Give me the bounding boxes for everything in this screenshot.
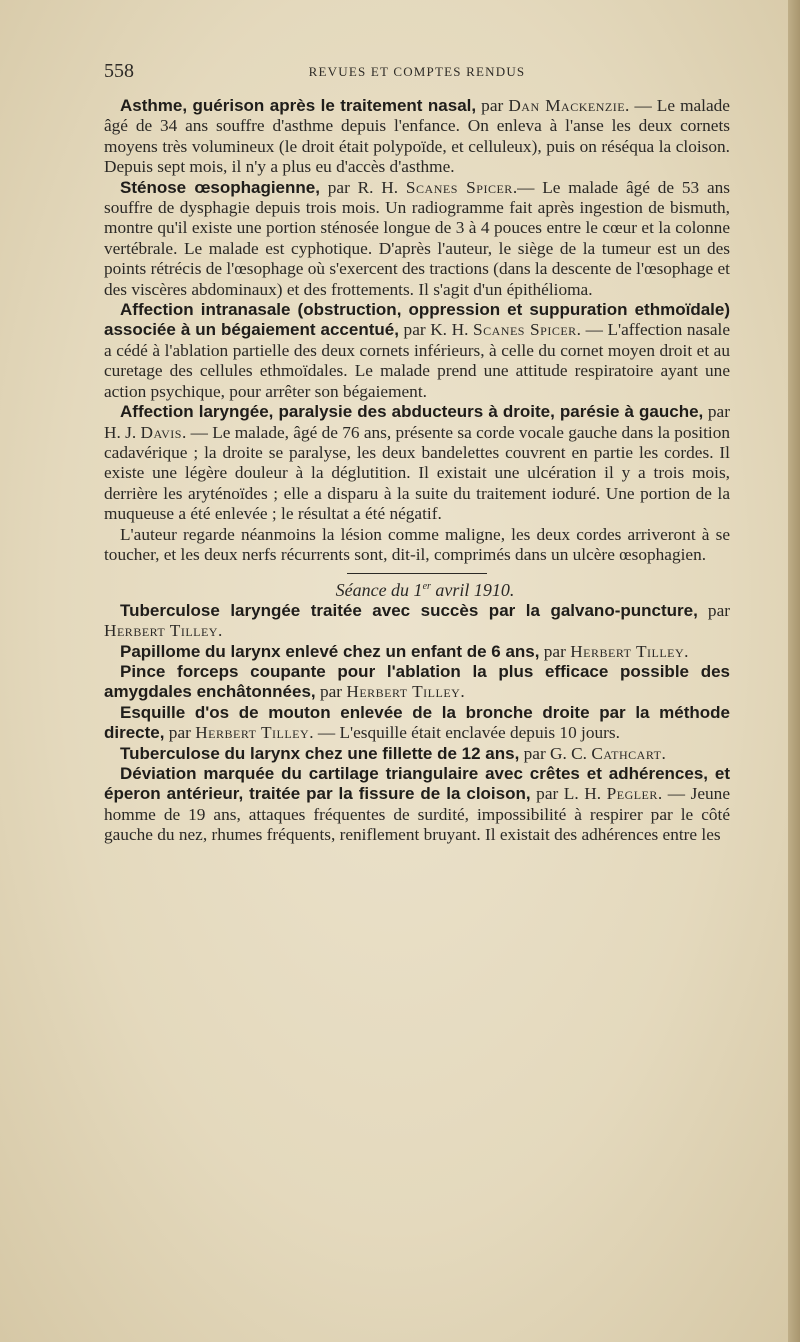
author-name: Herbert Tilley [570, 641, 685, 661]
author-prefix: par [539, 641, 571, 661]
entry-affection-laryngee [104, 402, 730, 524]
entry-pince-forceps [104, 662, 730, 703]
entry-title: Esquille d'os de mouton enlevée de la bronche droite par la méthode directe, [104, 702, 730, 743]
entry-title: Affection intranasale (obstruction, oppression et suppuration ethmoïdale) associée à un bégaiement accentué, [104, 300, 730, 340]
author-suffix: . [309, 723, 314, 743]
entry-title: Affection laryngée, paralysie des abducteurs à droite, parésie à gauche, [120, 402, 704, 422]
author-suffix: . [576, 320, 581, 340]
continuation-paragraph: L'auteur regarde néanmoins la lésion comme maligne, les deux cordes arriveront à se toucher, et les deux nerfs récurrents sont, dit-il, comprimés dans un ulcère œsophagien. [104, 524, 730, 564]
author-prefix: par [476, 96, 509, 115]
entry-stenose [104, 178, 730, 300]
session-suffix: avril 1910. [430, 580, 515, 601]
author-name: Cathcart [591, 743, 662, 763]
author-suffix: . [217, 621, 223, 641]
running-head: REVUES ET COMPTES RENDUS [308, 64, 526, 79]
author-suffix: . [625, 96, 630, 115]
entry-title: Déviation marquée du cartilage triangulaire avec crêtes et adhérences, et éperon antérieur, traitée par la fissure de la cloison, [104, 764, 730, 804]
entry-title: Pince forceps coupante pour l'ablation la plus efficace possible des amygdales enchâtonnées, [104, 661, 730, 702]
author-prefix: par G. C. [519, 743, 592, 763]
entry-tuberculose-fillette [104, 744, 730, 764]
author-name: Scanes Spicer [473, 320, 577, 340]
entry-title: Asthme, guérison après le traitement nasal, [120, 96, 477, 115]
entry-text: — L'esquille était enclavée depuis 10 jours. [313, 723, 620, 743]
entry-deviation [104, 764, 730, 846]
page-header [104, 60, 730, 86]
entry-title: Tuberculose du larynx chez une fillette de 12 ans, [120, 743, 520, 763]
entry-title: Sténose œsophagienne, [120, 177, 320, 197]
author-suffix: . [661, 743, 666, 763]
author-prefix: par L. H. [530, 784, 607, 804]
entry-text: — Le malade âgé de 53 ans souffre de dysphagie depuis trois mois. Un radiogramme fait après ingestion de bismuth, montre qu'il existe une portion sténosée longue de 3 à 4 pouces entre le cœur et la colonne vertébrale. Le malade est cyphotique. D'après l'auteur, le siège de la tumeur est un des points rétrécis de l'œsophage où s'exercent des tractions (dans la descente de l'œsophage et des viscères abdominaux) et des frottements. Il s'agit d'un épithélioma. [104, 177, 731, 299]
author-name: Pegler [606, 784, 658, 804]
session-prefix: Séance du 1 [335, 580, 423, 601]
author-prefix: par H. J. [104, 402, 730, 442]
author-prefix: par [164, 723, 196, 743]
section-rule [347, 573, 487, 574]
article-body [104, 96, 730, 846]
entry-text: — Le malade, âgé de 76 ans, présente sa corde vocale gauche dans la position cadavérique ; la droite se paralyse, les deux bandelettes couvrent en partie les cordes. Il existe une légère douleur à la déglutition. Il existait une ulcération il y a trois mois, derrière les aryténoïdes ; elle a disparu à la suite du traitement ioduré. Une portion de la muqueuse a été enlevée ; le résultat a été négatif. [104, 422, 730, 524]
entry-asthme [104, 96, 730, 178]
author-name: Herbert Tilley [195, 723, 310, 743]
entry-esquille [104, 703, 730, 744]
author-prefix: par [315, 682, 347, 702]
author-suffix: . [684, 641, 689, 661]
entry-tuberculose-galvano [104, 601, 730, 642]
entry-text: — L'affection nasale a cédé à l'ablation partielle des deux cornets inférieurs, à celle du cornet moyen droit et au curetage des cellules ethmoïdales. Le malade prend une attitude respiratoire ayant une action psychique, pour arrêter son bégaiement. [104, 320, 731, 401]
author-name: Herbert Tilley [104, 621, 218, 641]
entry-affection-intranasale [104, 300, 730, 402]
page-edge-shadow [788, 0, 800, 1342]
author-name: Davis [140, 422, 182, 442]
author-prefix: par R. H. [319, 177, 406, 197]
author-suffix: . [460, 682, 465, 702]
entry-papillome [104, 642, 730, 662]
session-heading [104, 580, 730, 600]
author-suffix: . [512, 177, 518, 197]
author-name: Herbert Tilley [346, 682, 461, 702]
session-superscript: er [422, 581, 431, 593]
page-number: 558 [104, 60, 134, 82]
author-name: Scanes Spicer [405, 177, 513, 197]
author-suffix: . [657, 784, 663, 804]
entry-text: — Jeune homme de 19 ans, attaques fréquentes de surdité, impossibilité à respirer par le côté gauche du nez, rhumes fréquents, reniflement bruyant. Il existait des adhérences entre les [104, 784, 730, 845]
author-name: Dan Mackenzie [508, 96, 626, 115]
entry-text: — Le malade âgé de 34 ans souffre d'asthme depuis l'enfance. On enleva à l'anse les deux cornets moyens très volumineux (le droit était polypoïde, et celluleux), puis on réséqua la cloison. Depuis sept mois, il n'y a plus eu d'accès d'asthme. [104, 96, 730, 177]
entry-title: Tuberculose laryngée traitée avec succès par la galvano-puncture, [120, 600, 698, 620]
entry-title: Papillome du larynx enlevé chez un enfant de 6 ans, [120, 641, 540, 661]
author-prefix: par K. H. [398, 320, 473, 340]
author-suffix: . [181, 422, 187, 442]
author-prefix: par [697, 600, 730, 620]
